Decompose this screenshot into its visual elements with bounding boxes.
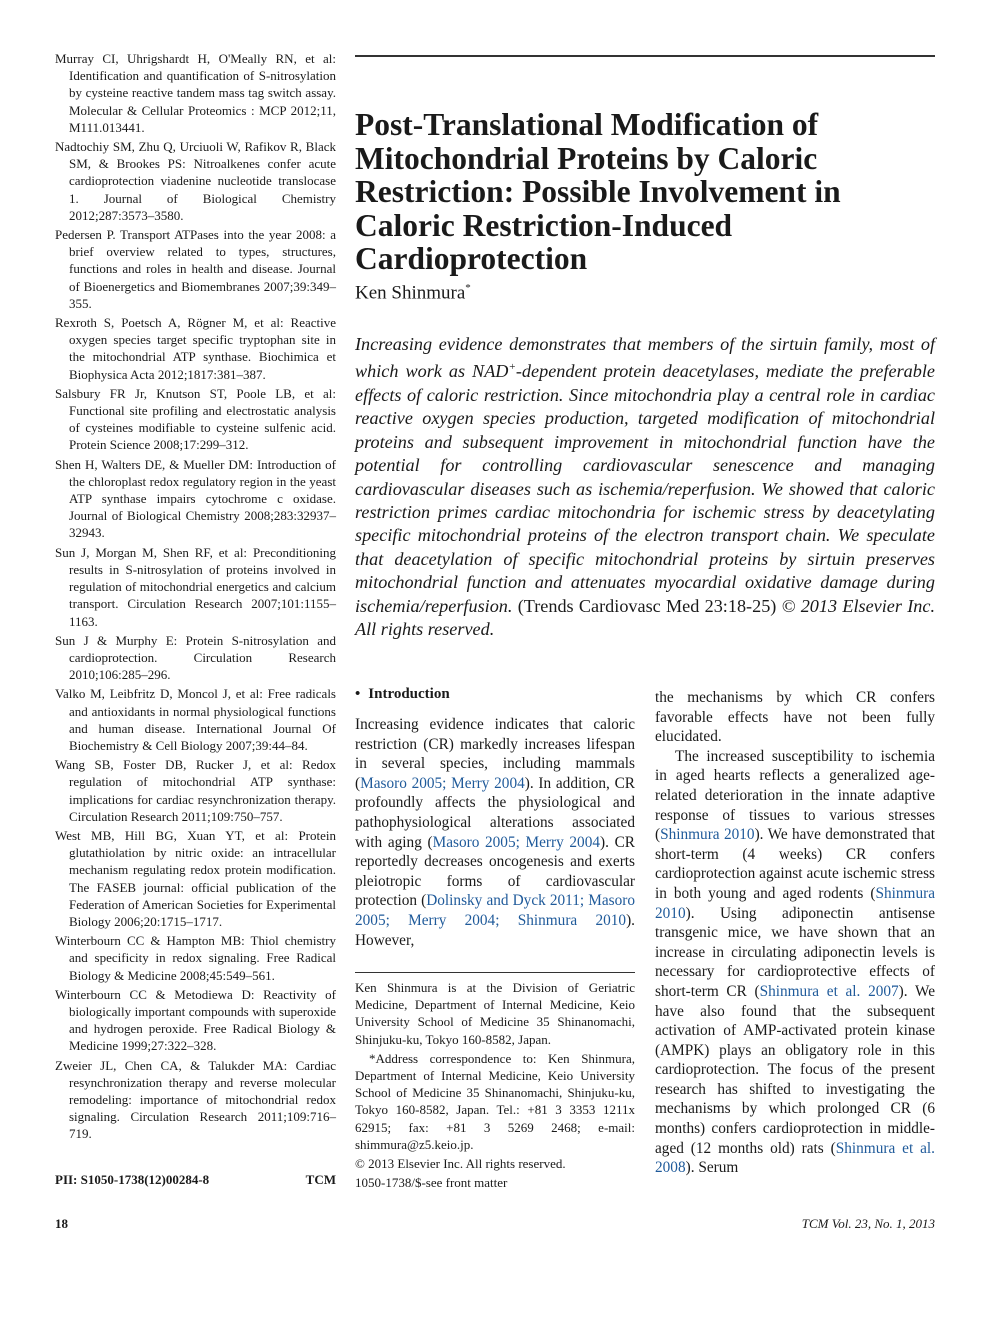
reference-item: Wang SB, Foster DB, Rucker J, et al: Redox regulation of mitochondrial ATP synthase: implications for cardiac resynchronization therapy. Circulation Research 2011;109:750–757. [55, 757, 336, 824]
issn-note: 1050-1738/$-see front matter [355, 1175, 508, 1191]
reference-item: Murray CI, Uhrigshardt H, O'Meally RN, et al: Identification and quantification of S-nitrosylation by cysteine reactive tandem mass tag switch assay. Molecular & Cellular Proteomics : MCP 2012;11, M111.013441. [55, 51, 336, 135]
page-number: 18 [55, 1216, 68, 1231]
citation-link[interactable]: Shinmura et al. 2008 [655, 1139, 935, 1177]
introduction-column [355, 686, 635, 950]
citation-link[interactable]: Shinmura 2010 [660, 826, 755, 844]
reference-item: Winterbourn CC & Hampton MB: Thiol chemistry and specificity in redox signaling. Free Radical Biology & Medicine 2008;45:549–561. [55, 933, 336, 983]
reference-item: Shen H, Walters DE, & Mueller DM: Introduction of the chloroplast redox regulatory region in the yeast ATP synthase impairs cytochrome c oxidase. Journal of Biological Chemistry 2008;283:32937–32943. [55, 456, 336, 541]
author-line [355, 282, 471, 304]
reference-item: Sun J, Morgan M, Shen RF, et al: Preconditioning results in S-nitrosylation of proteins involved in regulation of mitochondrial energetics and calcium transport. Circulation Research 2007;101:1155–1163. [55, 544, 336, 629]
pii-journal-tag: TCM [305, 1172, 336, 1187]
citation-link[interactable]: Dolinsky and Dyck 2011; Masoro 2005; Merry 2004; Shinmura 2010 [355, 892, 636, 929]
reference-item: Pedersen P. Transport ATPases into the year 2008: a brief overview related to types, structures, functions and roles in health and disease. Journal of Bioenergetics and Biomembranes 2007;39:349–355. [55, 227, 336, 311]
section-heading [355, 686, 635, 703]
body-paragraph [655, 747, 935, 1178]
body-column-right [655, 688, 935, 1178]
abstract-citation: (Trends Cardiovasc Med 23:18-25) [517, 595, 777, 616]
intro-paragraph [355, 715, 635, 950]
abstract [355, 333, 935, 641]
citation-link[interactable]: Masoro 2005; Merry 2004 [432, 833, 600, 851]
reference-item: West MB, Hill BG, Xuan YT, et al: Protein glutathiolation by nitric oxide: an intracellular mechanism regulating redox protein modification. The FASEB journal: official publication of the Federation of American Societies for Experimental Biology 2006;20:1715–1717. [55, 827, 336, 929]
body-text: ). However, [355, 911, 635, 949]
abstract-text: -dependent protein deacetylases, mediate the preferable effects of caloric restriction. Since mitochondria play a central role in cardiac reactive oxygen species production, targeted modification of mitochondrial proteins and subsequent improvement in mitochondrial function have the potential for controlling cardiovascular senescence and managing cardiovascular diseases such as ischemia/reperfusion. We showed that caloric restriction primes cardiac mitochondria for ischemic stress by deacetylating specific mitochondrial proteins of the electron transport chain. We speculate that deacetylation of specific mitochondrial proteins by sirtuin preserves mitochondrial function and attenuates myocardial oxidative damage during ischemia/reperfusion. [355, 361, 935, 616]
header-rule [355, 55, 935, 57]
body-paragraph: the mechanisms by which CR confers favorable effects have not been fully elucidated. [655, 689, 935, 746]
citation-link[interactable]: Shinmura et al. 2007 [759, 982, 899, 1000]
citation-link[interactable]: Shinmura 2010 [655, 884, 935, 922]
body-text: ). In addition, CR profoundly affects the physiological and pathophysiological alterations associated with aging ( [355, 774, 636, 851]
reference-item: Salsbury FR Jr, Knutson ST, Poole LB, et al: Functional site profiling and electrostatic analysis of cysteines modifiable to cysteine sulfenic acid. Protein Science 2008;17:299–312. [55, 385, 336, 453]
pii-identifier: PII: S1050-1738(12)00284-8 [55, 1172, 210, 1187]
abstract-text: Increasing evidence demonstrates that members of the sirtuin family, most of which work as NAD [355, 334, 935, 382]
reference-item: Winterbourn CC & Metodiewa D: Reactivity of biologically important compounds with superoxide and hydrogen peroxide. Free Radical Biology & Medicine 1999;27:322–328. [55, 986, 336, 1054]
abstract-copyright: © 2013 Elsevier Inc. All rights reserved. [355, 595, 935, 639]
pii-line [55, 1172, 336, 1188]
author-affiliation: Ken Shinmura is at the Division of Geriatric Medicine, Department of Internal Medicine, Keio University School of Medicine 35 Shinanomachi, Shinjuku-ku, Tokyo 160-8582, Japan. [355, 980, 635, 1047]
body-text: ). Using adiponectin antisense transgenic mice, we have shown that an increase in circulating adiponectin levels is necessary for cardioprotective effects of short-term CR ( [655, 904, 935, 1000]
body-text: ). Serum [685, 1159, 739, 1177]
body-text: ). We have also found that the subsequent activation of AMP-activated protein kinase (AMPK) plays an obligatory role in this cardioprotection. The focus of the present research has shifted to investigating the mechanisms by which prolonged CR (6 months) confers cardioprotection in middle-aged (12 months old) rats ( [655, 982, 936, 1157]
reference-item: Valko M, Leibfritz D, Moncol J, et al: Free radicals and antioxidants in normal physiological functions and human disease. International Journal Of Biochemistry & Cell Biology 2007;39:44–84. [55, 686, 336, 753]
reference-item: Nadtochiy SM, Zhu Q, Urciuoli W, Rafikov R, Black SM, & Brookes PS: Nitroalkenes confer acute cardioprotection viadenine nucleotide translocase 1. Journal of Biological Chemistry 2012;287:3573–3580. [55, 139, 336, 223]
body-text: ). We have demonstrated that short-term (4 weeks) CR confers cardioprotection against acute ischemic stress in both young and aged rodents ( [655, 826, 935, 902]
reference-item: Rexroth S, Poetsch A, Rögner M, et al: Reactive oxygen species target specific tryptophan site in the mitochondrial ATP synthase. Biochimica et Biophysica Acta 2012;1817:381–387. [55, 315, 336, 382]
article-title: Post-Translational Modification of Mitochondrial Proteins by Caloric Restriction: Possible Involvement in Caloric Restriction-Induced Cardioprotection [355, 107, 841, 276]
reference-item: Sun J & Murphy E: Protein S-nitrosylation and cardioprotection. Circulation Research 2010;106:285–296. [55, 632, 336, 683]
footnote-rule [355, 972, 635, 973]
body-text: Increasing evidence indicates that caloric restriction (CR) markedly increases lifespan in several species, including mammals ( [355, 716, 635, 792]
correspondence-note: *Address correspondence to: Ken Shinmura, Department of Internal Medicine, Keio University School of Medicine 35 Shinanomachi, Shinjuku-ku, Tokyo 160-8582, Japan. Tel.: +81 3 3353 1211x 62915; fax: +81 3 5269 2468; e-mail: shimmura@z5.keio.jp. [355, 1050, 635, 1152]
reference-item: Zweier JL, Chen CA, & Talukder MA: Cardiac resynchronization therapy and reverse molecular remodeling: importance of mitochondrial redox signaling. Circulation Research 2011;109:716–719. [55, 1057, 336, 1142]
journal-footer: TCM Vol. 23, No. 1, 2013 [801, 1216, 935, 1231]
section-heading-text: Introduction [368, 686, 450, 702]
copyright-note: © 2013 Elsevier Inc. All rights reserved. [355, 1156, 566, 1172]
body-text: ). CR reportedly decreases oncogenesis and exerts pleiotropic forms of cardiovascular protection ( [355, 833, 635, 910]
author-mark: * [465, 282, 471, 294]
citation-link[interactable]: Masoro 2005; Merry 2004 [360, 774, 525, 792]
author-name: Ken Shinmura [355, 282, 466, 304]
footnotes [355, 979, 635, 1193]
abstract-superscript: + [508, 361, 516, 374]
bullet-icon: • [355, 686, 361, 702]
body-text: The increased susceptibility to ischemia in aged hearts reflects a generalized age-related deterioration in the innate adaptive response of tissues to various stresses ( [655, 747, 935, 844]
reference-list [55, 50, 336, 1145]
